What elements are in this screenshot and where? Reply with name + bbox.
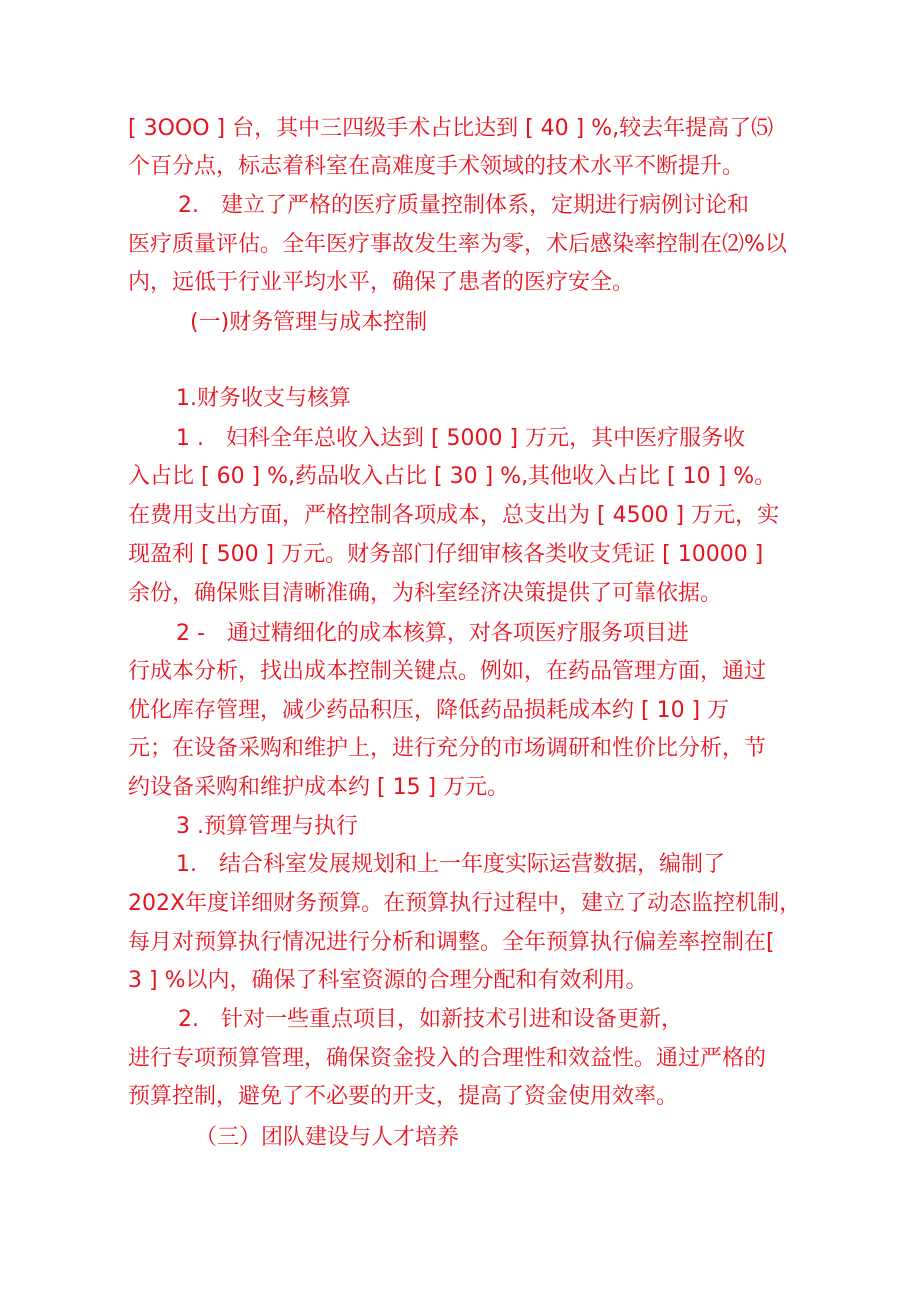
text-line: 现盈利 [ 500 ] 万元。财务部门仔细审核各类收支凭证 [ 10000 ]: [128, 542, 764, 567]
text-line: 2. 建立了严格的医疗质量控制体系，定期进行病例讨论和: [178, 193, 749, 218]
text-line: 行成本分析，找出成本控制关键点。例如，在药品管理方面，通过: [128, 659, 767, 684]
text-line: 在费用支出方面，严格控制各项成本，总支出为 [ 4500 ] 万元，实: [128, 503, 780, 528]
section-heading: (一)财务管理与成本控制: [190, 310, 428, 335]
text-line: 202X年度详细财务预算。在预算执行过程中，建立了动态监控机制，: [128, 891, 802, 916]
text-line: 优化库存管理，减少药品积压，降低药品损耗成本约 [ 10 ] 万: [128, 698, 730, 723]
text-line: 3 ] %以内，确保了科室资源的合理分配和有效利用。: [128, 968, 648, 993]
subsection-heading: 1.财务收支与核算: [176, 386, 351, 411]
text-line: 2 - 通过精细化的成本核算，对各项医疗服务项目进: [176, 621, 689, 646]
text-line: 约设备采购和维护成本约 [ 15 ] 万元。: [128, 775, 510, 800]
text-line: [ 3OOO ] 台，其中三四级手术占比达到 [ 40 ] %,较去年提高了⑸: [128, 116, 774, 141]
text-line: 入占比 [ 60 ] %,药品收入占比 [ 30 ] %,其他收入占比 [ 10 ] %。: [128, 464, 777, 489]
text-line: 每月对预算执行情况进行分析和调整。全年预算执行偏差率控制在[: [128, 930, 775, 955]
text-line: 2. 针对一些重点项目，如新技术引进和设备更新，: [178, 1007, 683, 1032]
text-line: 个百分点，标志着科室在高难度手术领域的技术水平不断提升。: [128, 154, 745, 179]
text-line: 1 . 妇科全年总收入达到 [ 5000 ] 万元，其中医疗服务收: [176, 426, 746, 451]
section-heading: （三）团队建设与人才培养: [195, 1125, 460, 1150]
subsection-heading: 3 .预算管理与执行: [176, 814, 358, 839]
text-line: 元；在设备采购和维护上，进行充分的市场调研和性价比分析，节: [128, 736, 767, 761]
text-line: 1. 结合科室发展规划和上一年度实际运营数据，编制了: [176, 852, 725, 877]
text-line: 内，远低于行业平均水平，确保了患者的医疗安全。: [128, 270, 635, 295]
text-line: 医疗质量评估。全年医疗事故发生率为零，术后感染率控制在⑵%以: [128, 232, 787, 257]
text-line: 进行专项预算管理，确保资金投入的合理性和效益性。通过严格的: [128, 1046, 767, 1071]
text-line: 预算控制，避免了不必要的开支，提高了资金使用效率。: [128, 1084, 679, 1109]
text-line: 余份，确保账目清晰准确，为科室经济决策提供了可靠依据。: [128, 581, 723, 606]
